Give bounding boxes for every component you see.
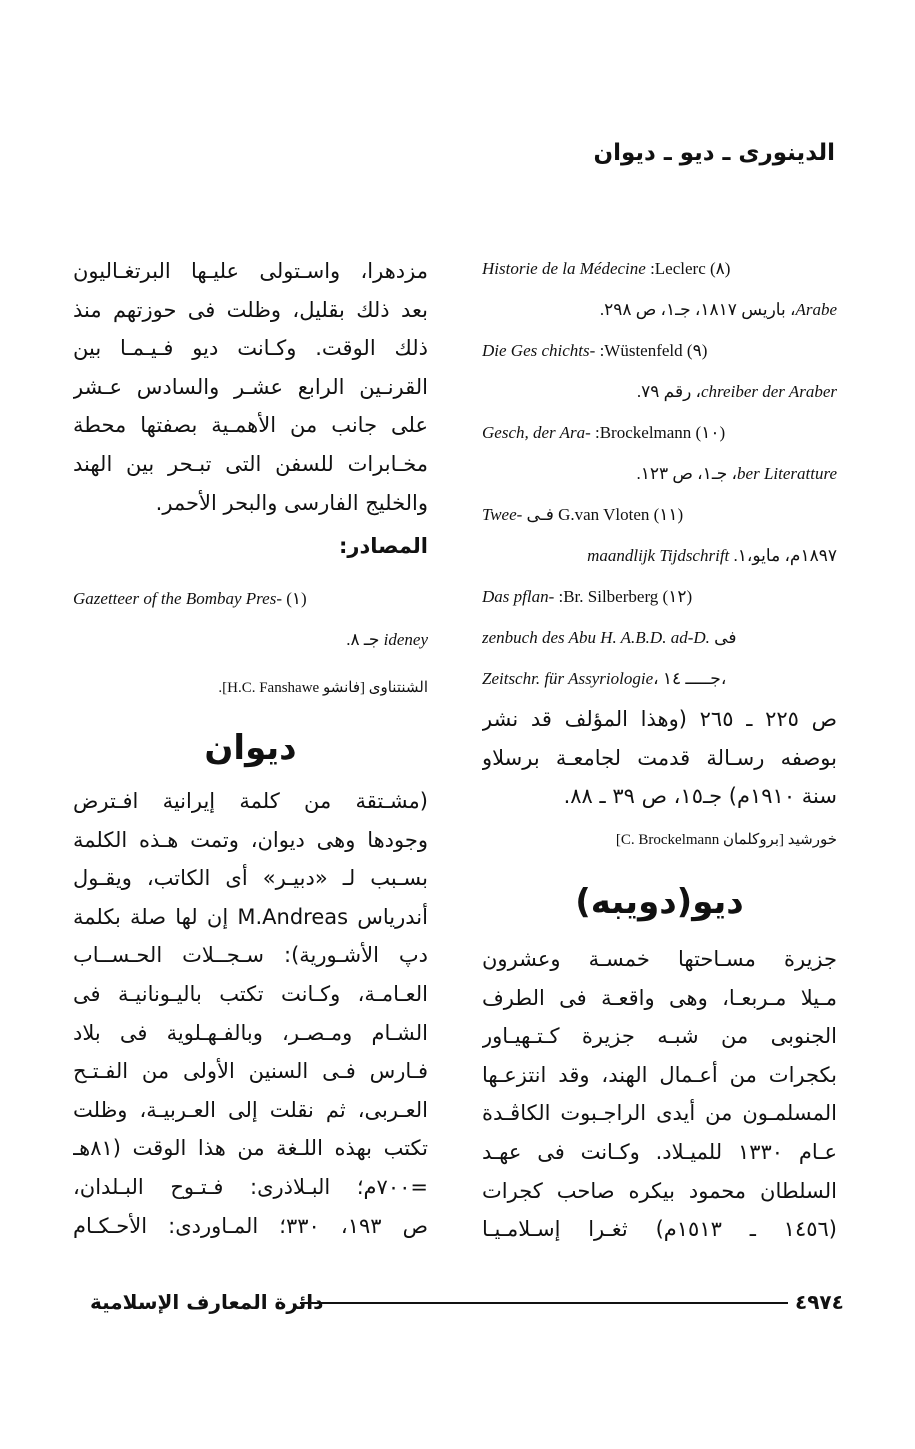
reference-title: Das pflan-: [482, 587, 555, 606]
left-column-body-2: [73, 782, 428, 1245]
reference-title: Gesch, der Ara-: [482, 423, 591, 442]
footer-divider: [300, 1302, 788, 1304]
reference-title: chreiber der Araber: [701, 382, 837, 401]
reference-line: [482, 617, 837, 658]
reference-text: فـى G.van Vloten (١١): [522, 505, 684, 524]
reference-text: :Brockelmann (١٠): [590, 423, 726, 442]
author-line-brockelmann: خورشيد [بروكلمان C. Brockelmann]: [615, 832, 837, 848]
reference-text: ١٨٩٧م، مايو،١.: [729, 546, 837, 565]
right-column-body-2: [482, 940, 837, 1249]
body-line: ص ٢٢٥ ـ ٢٦٥ (وهذا المؤلف قد نشر: [482, 707, 837, 731]
reference-title: Arabe: [795, 300, 837, 319]
body-line: (١٤٥٦ ـ ١٥١٣م) ثغـرا إسـلامـيـا: [482, 1217, 837, 1242]
reference-text: ، رقم ٧٩.: [636, 382, 702, 401]
reference-text: :Wüstenfeld (٩): [595, 341, 708, 360]
entry-heading-diwan: ديوان: [204, 728, 297, 768]
body-line: المسلمـون من أيدى الراجـبوت الكاڤـدة: [482, 1101, 837, 1126]
body-line: ذلك الوقت. وكـانت ديو فـيـمـا بين: [73, 336, 428, 361]
entry-heading-diu: ديو(دويبه): [575, 882, 744, 922]
reference-line: [482, 453, 837, 494]
body-line: بسـبب لـ «دبيـر» أى الكاتب، ويقـول: [73, 866, 428, 891]
reference-title: Historie de la Médecine: [482, 259, 646, 278]
reference-text: جـ ٨.: [346, 630, 384, 649]
body-line: أندرياس M.Andreas إن لها صلة بكلمة: [73, 904, 428, 929]
body-line: ص ١٩٣، ٣٣٠؛ المـاوردى: الأحـكـام: [73, 1213, 428, 1238]
left-column-source-refs: [73, 578, 428, 660]
body-line: الشـام ومـصـر، وبالفـهـلوية فى بلاد: [73, 1020, 428, 1045]
right-column-body: [482, 700, 837, 816]
page-number: ٤٩٧٤: [795, 1290, 844, 1314]
reference-line: [482, 330, 837, 371]
body-line: والخليج الفارسى والبحر الأحمر.: [155, 490, 428, 515]
body-line: عـام ١٣٣٠ للميـلاد. وكـانت فى عهـد: [482, 1139, 837, 1164]
reference-line: [482, 535, 837, 576]
sources-label: المصادر:: [338, 534, 428, 558]
reference-line: [73, 619, 428, 660]
body-line: السلطان محمود بيكره صاحب كجرات: [482, 1178, 837, 1203]
body-line: العـامـة، وكـانت تكتب باليـونانيـة فى: [73, 981, 428, 1006]
reference-text: (١): [281, 589, 307, 608]
body-line: جزيرة مسـاحتها خمسـة وعشرون: [482, 947, 837, 971]
body-line: بكجرات من أعـمال الهند، وقد انتزعـها: [482, 1062, 837, 1087]
reference-title: Gazetteer of the Bombay Pres-: [73, 589, 282, 608]
reference-text: فى: [709, 628, 737, 647]
reference-text: :Leclerc (٨): [645, 259, 731, 278]
author-line-fanshawe: الشنتناوى [فانشو H.C. Fanshawe].: [218, 680, 428, 696]
reference-text: ، جـــــ ١٤،: [653, 669, 727, 688]
body-line: وجودها وهى ديوان، وتمت هـذه الكلمة: [73, 827, 428, 852]
body-line: على جانب من الأهمـية بصفتها محطة: [73, 413, 428, 438]
body-line: (مشـتقة من كلمة إيرانية افـترض: [73, 789, 428, 813]
footer-publication-title: دائرة المعارف الإسلامية: [90, 1290, 324, 1314]
body-line: تكتب بهذه اللـغة من هذا الوقت (٨١هـ: [73, 1136, 428, 1161]
reference-text: :Br. Silberberg (١٢): [554, 587, 693, 606]
reference-text: ، باريس ١٨١٧، جـ١، ص ٢٩٨.: [599, 300, 796, 319]
reference-line: [482, 412, 837, 453]
reference-title: maandlijk Tijdschrift: [587, 546, 730, 565]
reference-line: [482, 494, 837, 535]
body-line: مـيلا مـربعـا، وهى واقعـة فى الطرف: [482, 985, 837, 1010]
body-line: العـربى، ثم نقلت إلى العـربيـة، وظلت: [73, 1097, 428, 1122]
reference-line: [482, 248, 837, 289]
reference-line: [482, 576, 837, 617]
reference-line: [482, 289, 837, 330]
reference-line: [482, 371, 837, 412]
reference-text: ، جـ١، ص ١٢٣.: [636, 464, 738, 483]
reference-title: ber Literatture: [737, 464, 837, 483]
reference-line: [73, 578, 428, 619]
reference-title: Twee-: [482, 505, 523, 524]
body-line: سنة ١٩١٠م) جـ١٥، ص ٣٩ ـ ٨٨.: [563, 784, 837, 809]
body-line: =٧٠٠م؛ البـلاذرى: فـتـوح البـلدان،: [73, 1174, 428, 1199]
reference-title: Die Ges chichts-: [482, 341, 596, 360]
reference-title: Zeitschr. für Assyriologie: [482, 669, 654, 688]
body-line: الجنوبى من شبـه جزيرة كـتـهيـاور: [482, 1024, 837, 1049]
right-column-references: [482, 248, 837, 699]
body-line: دپ الأشـورية): سـجــلات الحـســاب: [73, 943, 428, 968]
body-line: بعد ذلك بقليل، وظلت فى حوزتهم منذ: [73, 297, 428, 322]
body-line: بوصفه رسـالة قدمت لجامعـة برسلاو: [482, 745, 837, 770]
body-line: القرنـين الرابع عشـر والسادس عـشر: [73, 374, 428, 399]
reference-line: [482, 658, 837, 699]
reference-title: zenbuch des Abu H. A.B.D. ad-D.: [482, 628, 710, 647]
body-line: مزدهرا، واسـتولى عليـها البرتغـاليون: [73, 259, 428, 283]
body-line: فـارس فـى السنين الأولى من الفـتـح: [73, 1059, 428, 1084]
reference-title: ideney: [383, 630, 428, 649]
body-line: مخـابرات للسفن التى تبـحر بين الهند: [73, 451, 428, 476]
left-column-body: [73, 252, 428, 522]
running-header: الدينورى ـ ديو ـ ديوان: [593, 140, 835, 166]
